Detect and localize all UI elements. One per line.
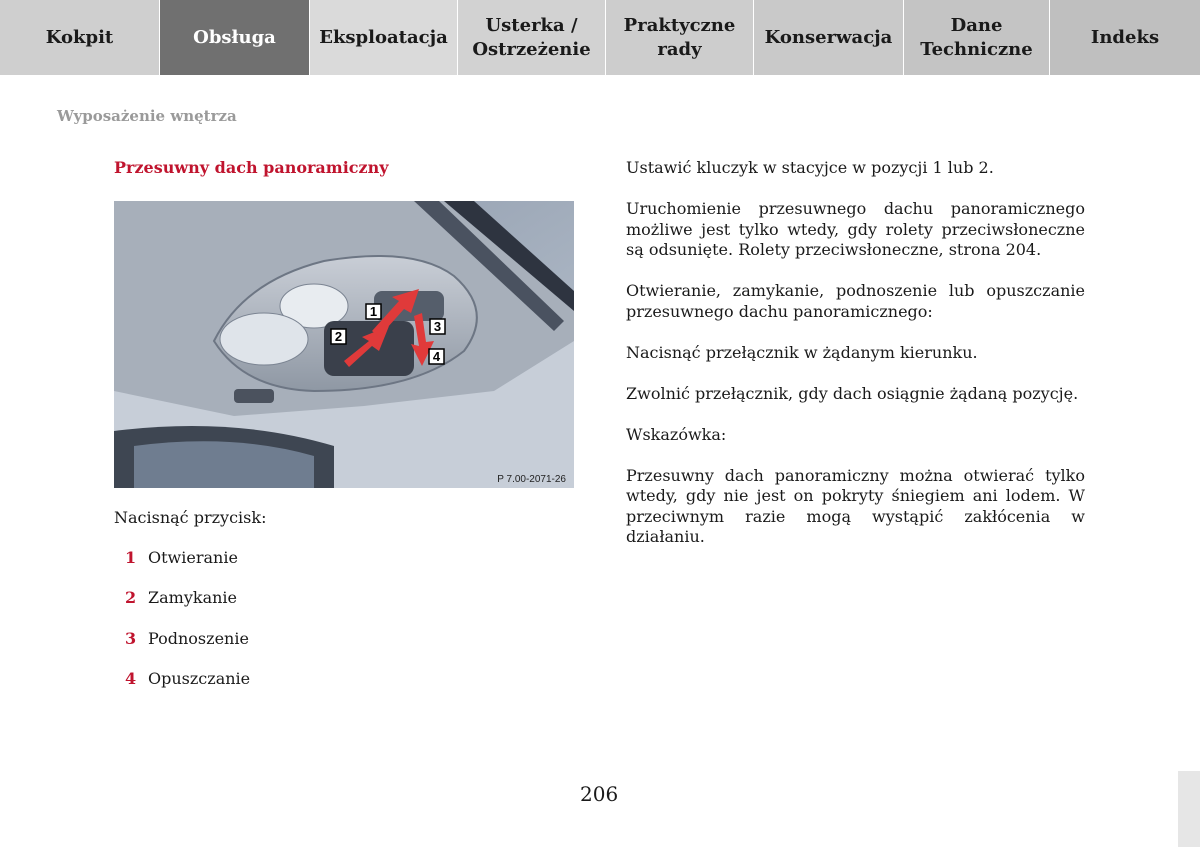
page-number: 206 <box>580 782 619 806</box>
section-header: Wyposażenie wnętrza <box>57 107 237 125</box>
tab-label-line-1: Praktyczne <box>623 14 736 36</box>
section-title: Przesuwny dach panoramiczny <box>114 158 389 177</box>
chapter-navigation <box>0 0 1200 75</box>
list-item <box>114 588 250 628</box>
tab-eksploatacja[interactable] <box>310 0 458 75</box>
step-number: 2 <box>125 588 137 608</box>
tab-label-line-2: Techniczne <box>920 38 1033 60</box>
instruction-intro: Nacisnąć przycisk: <box>114 508 267 527</box>
callout-2: 2 <box>334 329 343 344</box>
callout-1: 1 <box>369 304 378 319</box>
list-item <box>114 548 250 588</box>
tab-label: Indeks <box>1090 26 1160 48</box>
step-number: 3 <box>125 628 137 648</box>
step-number: 4 <box>125 668 137 688</box>
steps-list <box>114 548 250 709</box>
paragraph: Zwolnić przełącznik, gdy dach osiągnie żądaną pozycję. <box>626 383 1079 403</box>
list-item <box>114 669 250 709</box>
step-text: Podnoszenie <box>148 628 249 648</box>
callout-3: 3 <box>433 319 442 334</box>
paragraph: Przesuwny dach panoramiczny można otwierać tylko wtedy, gdy nie jest on pokryty śniegiem ani lodem. W przeciwnym razie mogą wystąpić zakłócenia w działaniu. <box>626 465 1085 546</box>
step-text: Otwieranie <box>148 548 238 567</box>
tab-label <box>472 14 590 62</box>
paragraph: Nacisnąć przełącznik w żądanym kierunku. <box>626 342 978 362</box>
step-text: Zamykanie <box>148 588 237 608</box>
paragraph: Otwieranie, zamykanie, podnoszenie lub opuszczanie przesuwnego dachu panoramicznego: <box>626 281 1085 321</box>
tab-label: Konserwacja <box>764 26 893 48</box>
tab-label <box>920 14 1032 62</box>
tab-obsluga[interactable] <box>160 0 310 75</box>
paragraph: Wskazówka: <box>626 424 727 444</box>
tab-kokpit[interactable] <box>0 0 160 75</box>
tab-label-line-1: Usterka / <box>485 14 578 36</box>
tab-konserwacja[interactable] <box>754 0 904 75</box>
paragraph: Ustawić kluczyk w stacyjce w pozycji 1 lub 2. <box>626 158 994 177</box>
tab-label-line-2: Ostrzeżenie <box>472 38 591 60</box>
page-edge-marker <box>1178 771 1200 847</box>
list-item <box>114 629 250 669</box>
tab-usterka-ostrzezenie[interactable] <box>458 0 606 75</box>
tab-label-line-1: Dane <box>950 14 1003 36</box>
tab-label: Kokpit <box>45 26 114 48</box>
tab-praktyczne-rady[interactable] <box>606 0 754 75</box>
image-reference-code: P 7.00-2071-26 <box>497 474 566 485</box>
tab-label-line-2: rady <box>657 38 702 60</box>
step-number: 1 <box>125 548 137 567</box>
instructions-column <box>626 158 1085 568</box>
overhead-control-panel-photo <box>114 201 574 488</box>
tab-indeks[interactable] <box>1050 0 1200 75</box>
step-text: Opuszczanie <box>148 668 251 688</box>
paragraph: Uruchomienie przesuwnego dachu panoramicznego możliwe jest tylko wtedy, gdy rolety przeciwsłoneczne są odsunięte. Rolety przeciwsłoneczne, strona 204. <box>626 199 1085 259</box>
tab-label: Obsługa <box>193 26 276 48</box>
tab-label: Eksploatacja <box>319 26 448 48</box>
tab-label <box>624 14 736 62</box>
tab-dane-techniczne[interactable] <box>904 0 1050 75</box>
callout-4: 4 <box>432 349 441 364</box>
